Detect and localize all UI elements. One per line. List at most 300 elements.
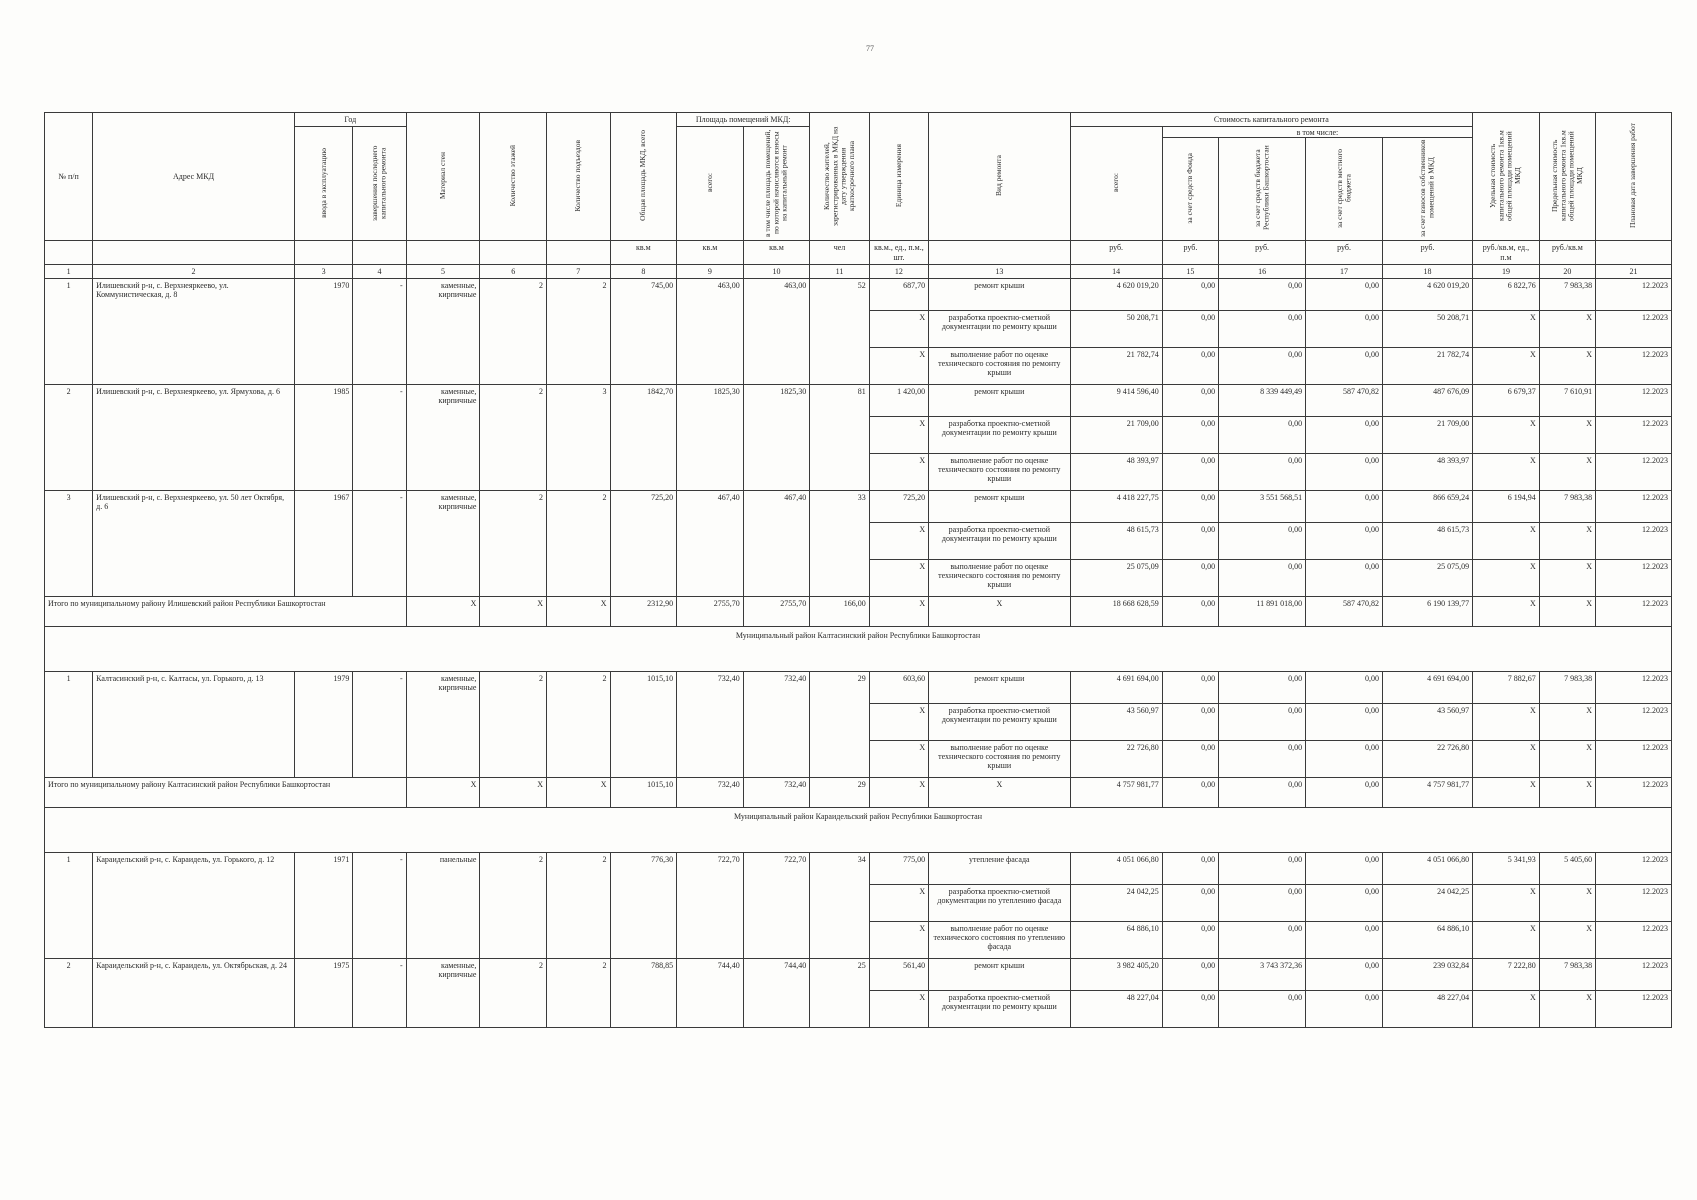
cell-rep: 0,00 xyxy=(1219,416,1306,453)
cell-total: 3 982 405,20 xyxy=(1070,958,1162,990)
cell-floors: 2 xyxy=(480,384,547,490)
cell-fund: 0,00 xyxy=(1162,852,1218,884)
cell-local: 587 470,82 xyxy=(1306,384,1383,416)
cell-fund: 0,00 xyxy=(1162,278,1218,310)
cell-last-repair: - xyxy=(353,958,406,1027)
cell-type: разработка проектно-сметной документации по ремонту крыши xyxy=(929,522,1070,559)
cell-address: Караидельский р-н, с. Караидель, ул. Октябрьская, д. 24 xyxy=(93,958,295,1027)
header-row-1 xyxy=(45,113,1672,127)
cell-qty: X xyxy=(869,559,928,596)
unit-cell: кв.м xyxy=(610,241,677,264)
cell-type: ремонт крыши xyxy=(929,278,1070,310)
cell-fund: 0,00 xyxy=(1162,384,1218,416)
cell-fund-area: 732,40 xyxy=(743,671,810,777)
cell-type: разработка проектно-сметной документации по ремонту крыши xyxy=(929,703,1070,740)
cell-spec: X xyxy=(1473,990,1540,1027)
cell-date: 12.2023 xyxy=(1596,958,1672,990)
cell-type: ремонт крыши xyxy=(929,490,1070,522)
cell-qty: X xyxy=(869,453,928,490)
cell-last-repair: - xyxy=(353,671,406,777)
cell-qty: X xyxy=(869,310,928,347)
column-number-cell: 6 xyxy=(480,264,547,278)
unit-cell xyxy=(353,241,406,264)
table-row xyxy=(45,384,1672,416)
col-year-repair-header: завершения последнего капитального ремонта xyxy=(353,127,406,241)
cell-total: 21 709,00 xyxy=(1070,416,1162,453)
column-number-cell: 21 xyxy=(1596,264,1672,278)
cell-fund: 0,00 xyxy=(1162,777,1218,807)
unit-cell xyxy=(93,241,295,264)
cell-max: X xyxy=(1539,522,1595,559)
cell-total: 4 757 981,77 xyxy=(1070,777,1162,807)
cell-num: 1 xyxy=(45,852,93,958)
cell-residents: 33 xyxy=(810,490,869,596)
cell-year: 1970 xyxy=(294,278,352,384)
cell-qty: 687,70 xyxy=(869,278,928,310)
cell-rep: 0,00 xyxy=(1219,278,1306,310)
cell-qty: X xyxy=(869,347,928,384)
unit-cell: руб. xyxy=(1382,241,1472,264)
column-number-cell: 8 xyxy=(610,264,677,278)
cell-address: Илишевский р-н, с. Верхнеяркеево, ул. 50 лет Октября, д. 6 xyxy=(93,490,295,596)
unit-cell xyxy=(45,241,93,264)
cell-type: выполнение работ по оценке технического состояния по ремонту крыши xyxy=(929,453,1070,490)
cell-spec: X xyxy=(1473,522,1540,559)
cell-floors: 2 xyxy=(480,958,547,1027)
capital-repair-table xyxy=(44,112,1672,1028)
cell-qty: X xyxy=(869,777,928,807)
cell-fund: 0,00 xyxy=(1162,921,1218,958)
cell-wall: каменные, кирпичные xyxy=(406,384,480,490)
cell-residents: 25 xyxy=(810,958,869,1027)
col-num-header: № п/п xyxy=(45,113,93,241)
column-number-cell: 9 xyxy=(677,264,744,278)
cell-wall: каменные, кирпичные xyxy=(406,671,480,777)
unit-cell: руб./кв.м xyxy=(1539,241,1595,264)
cell-local: 0,00 xyxy=(1306,278,1383,310)
cell-local: 0,00 xyxy=(1306,958,1383,990)
column-number-cell: 3 xyxy=(294,264,352,278)
cell-spec: 6 194,94 xyxy=(1473,490,1540,522)
cell-max: X xyxy=(1539,559,1595,596)
cell-type: выполнение работ по оценке технического состояния по ремонту крыши xyxy=(929,559,1070,596)
cell-qty: X xyxy=(869,740,928,777)
cell-qty: X xyxy=(869,990,928,1027)
cell-local: 0,00 xyxy=(1306,522,1383,559)
cell-local: 0,00 xyxy=(1306,416,1383,453)
cell-qty: 725,20 xyxy=(869,490,928,522)
cell-premises: 744,40 xyxy=(677,958,744,1027)
cell-num: 1 xyxy=(45,671,93,777)
column-number-cell: 12 xyxy=(869,264,928,278)
cell-fund: 0,00 xyxy=(1162,884,1218,921)
total-c6: X xyxy=(480,596,547,626)
unit-cell: кв.м., ед., п.м., шт. xyxy=(869,241,928,264)
cell-area: 776,30 xyxy=(610,852,677,958)
col-unit-header: Единица измерения xyxy=(869,113,928,241)
column-number-cell: 4 xyxy=(353,264,406,278)
cell-spec: 7 222,80 xyxy=(1473,958,1540,990)
cell-rep: 0,00 xyxy=(1219,884,1306,921)
cell-spec: 6 679,37 xyxy=(1473,384,1540,416)
table-row xyxy=(45,958,1672,990)
cell-premises: 732,40 xyxy=(677,671,744,777)
cell-fund: 0,00 xyxy=(1162,416,1218,453)
cell-max: X xyxy=(1539,777,1595,807)
cell-fund: 0,00 xyxy=(1162,347,1218,384)
cell-owners: 43 560,97 xyxy=(1382,703,1472,740)
unit-cell xyxy=(547,241,611,264)
col-cost-group-header: Стоимость капитального ремонта xyxy=(1070,113,1473,127)
cell-spec: X xyxy=(1473,559,1540,596)
cell-owners: 48 615,73 xyxy=(1382,522,1472,559)
section-row xyxy=(45,626,1672,671)
cell-spec: X xyxy=(1473,310,1540,347)
cell-type: разработка проектно-сметной документации по ремонту крыши xyxy=(929,990,1070,1027)
cell-max: 7 983,38 xyxy=(1539,490,1595,522)
cell-area: 1015,10 xyxy=(610,671,677,777)
cell-fund-area: 467,40 xyxy=(743,490,810,596)
cell-date: 12.2023 xyxy=(1596,559,1672,596)
cell-floors: 2 xyxy=(480,490,547,596)
cell-fund-area: 1825,30 xyxy=(743,384,810,490)
cell-fund-area: 722,70 xyxy=(743,852,810,958)
cell-qty: X xyxy=(869,416,928,453)
cell-date: 12.2023 xyxy=(1596,347,1672,384)
cell-date: 12.2023 xyxy=(1596,740,1672,777)
col-cost-fund-header: за счет средств Фонда xyxy=(1162,138,1218,241)
cell-last-repair: - xyxy=(353,384,406,490)
total-fund-area: 732,40 xyxy=(743,777,810,807)
cell-local: 0,00 xyxy=(1306,852,1383,884)
column-number-cell: 10 xyxy=(743,264,810,278)
cell-fund: 0,00 xyxy=(1162,522,1218,559)
cell-total: 4 691 694,00 xyxy=(1070,671,1162,703)
col-address-header: Адрес МКД xyxy=(93,113,295,241)
cell-local: 0,00 xyxy=(1306,559,1383,596)
cell-type: ремонт крыши xyxy=(929,384,1070,416)
cell-total: 43 560,97 xyxy=(1070,703,1162,740)
unit-cell: руб. xyxy=(1070,241,1162,264)
total-area: 1015,10 xyxy=(610,777,677,807)
cell-entrances: 2 xyxy=(547,671,611,777)
col-total-area-header: Общая площадь МКД, всего xyxy=(610,113,677,241)
cell-rep: 0,00 xyxy=(1219,703,1306,740)
cell-date: 12.2023 xyxy=(1596,490,1672,522)
cell-fund: 0,00 xyxy=(1162,490,1218,522)
cell-spec: 5 341,93 xyxy=(1473,852,1540,884)
cell-qty: X xyxy=(869,522,928,559)
cell-max: 5 405,60 xyxy=(1539,852,1595,884)
cell-owners: 239 032,84 xyxy=(1382,958,1472,990)
cell-local: 0,00 xyxy=(1306,310,1383,347)
cell-local: 0,00 xyxy=(1306,347,1383,384)
column-number-cell: 1 xyxy=(45,264,93,278)
total-residents: 166,00 xyxy=(810,596,869,626)
cell-rep: 0,00 xyxy=(1219,990,1306,1027)
cell-fund: 0,00 xyxy=(1162,559,1218,596)
cell-rep: 0,00 xyxy=(1219,310,1306,347)
cell-floors: 2 xyxy=(480,852,547,958)
cell-total: 18 668 628,59 xyxy=(1070,596,1162,626)
cell-type: разработка проектно-сметной документации по утеплению фасада xyxy=(929,884,1070,921)
unit-cell: руб. xyxy=(1306,241,1383,264)
cell-wall: каменные, кирпичные xyxy=(406,490,480,596)
cell-owners: 50 208,71 xyxy=(1382,310,1472,347)
cell-date: 12.2023 xyxy=(1596,596,1672,626)
cell-owners: 24 042,25 xyxy=(1382,884,1472,921)
cell-address: Илишевский р-н, с. Верхнеяркеево, ул. Коммунистическая, д. 8 xyxy=(93,278,295,384)
total-label: Итого по муниципальному району Калтасинский район Республики Башкортостан xyxy=(45,777,407,807)
cell-qty: 561,40 xyxy=(869,958,928,990)
col-floors-header: Количество этажей xyxy=(480,113,547,241)
cell-max: X xyxy=(1539,740,1595,777)
cell-area: 725,20 xyxy=(610,490,677,596)
cell-total: 4 051 066,80 xyxy=(1070,852,1162,884)
cell-total: 50 208,71 xyxy=(1070,310,1162,347)
cell-entrances: 3 xyxy=(547,384,611,490)
cell-fund: 0,00 xyxy=(1162,310,1218,347)
cell-owners: 4 620 019,20 xyxy=(1382,278,1472,310)
cell-rep: 0,00 xyxy=(1219,921,1306,958)
col-cost-republic-header: за счет средств бюджета Республики Башкортостан xyxy=(1219,138,1306,241)
cell-total: 48 393,97 xyxy=(1070,453,1162,490)
cell-rep: 0,00 xyxy=(1219,852,1306,884)
cell-date: 12.2023 xyxy=(1596,416,1672,453)
unit-cell xyxy=(294,241,352,264)
cell-residents: 34 xyxy=(810,852,869,958)
col-premises-fund-header: в том числе площадь помещений, по которой начисляются взносы на капитальный ремонт xyxy=(743,127,810,241)
unit-cell xyxy=(1596,241,1672,264)
column-number-cell: 2 xyxy=(93,264,295,278)
cell-max: X xyxy=(1539,884,1595,921)
cell-local: 0,00 xyxy=(1306,777,1383,807)
table-row xyxy=(45,278,1672,310)
cell-max: 7 983,38 xyxy=(1539,671,1595,703)
cell-date: 12.2023 xyxy=(1596,990,1672,1027)
cell-type: утепление фасада xyxy=(929,852,1070,884)
cell-local: 0,00 xyxy=(1306,671,1383,703)
cell-type: ремонт крыши xyxy=(929,958,1070,990)
table-row xyxy=(45,490,1672,522)
cell-max: X xyxy=(1539,347,1595,384)
cell-owners: 4 691 694,00 xyxy=(1382,671,1472,703)
cell-owners: 21 782,74 xyxy=(1382,347,1472,384)
cell-qty: X xyxy=(869,596,928,626)
total-c5: X xyxy=(406,596,480,626)
cell-date: 12.2023 xyxy=(1596,777,1672,807)
cell-owners: 64 886,10 xyxy=(1382,921,1472,958)
cell-fund: 0,00 xyxy=(1162,958,1218,990)
col-premises-total-header: всего: xyxy=(677,127,744,241)
cell-spec: X xyxy=(1473,347,1540,384)
cell-type: X xyxy=(929,777,1070,807)
cell-entrances: 2 xyxy=(547,852,611,958)
section-row xyxy=(45,807,1672,852)
column-number-cell: 20 xyxy=(1539,264,1595,278)
cell-max: X xyxy=(1539,453,1595,490)
cell-fund: 0,00 xyxy=(1162,990,1218,1027)
col-cost-local-header: за счет средств местного бюджета xyxy=(1306,138,1383,241)
total-premises: 2755,70 xyxy=(677,596,744,626)
cell-rep: 0,00 xyxy=(1219,559,1306,596)
cell-total: 24 042,25 xyxy=(1070,884,1162,921)
cell-owners: 4 051 066,80 xyxy=(1382,852,1472,884)
cell-spec: X xyxy=(1473,740,1540,777)
column-number-cell: 14 xyxy=(1070,264,1162,278)
cell-local: 0,00 xyxy=(1306,884,1383,921)
cell-year: 1979 xyxy=(294,671,352,777)
cell-owners: 6 190 139,77 xyxy=(1382,596,1472,626)
unit-cell xyxy=(480,241,547,264)
cell-premises: 1825,30 xyxy=(677,384,744,490)
cell-address: Илишевский р-н, с. Верхнеяркеево, ул. Ярмухова, д. 6 xyxy=(93,384,295,490)
cell-total: 4 620 019,20 xyxy=(1070,278,1162,310)
cell-fund-area: 463,00 xyxy=(743,278,810,384)
cell-total: 21 782,74 xyxy=(1070,347,1162,384)
cell-date: 12.2023 xyxy=(1596,453,1672,490)
cell-area: 745,00 xyxy=(610,278,677,384)
cell-qty: 1 420,00 xyxy=(869,384,928,416)
total-label: Итого по муниципальному району Илишевский район Республики Башкортостан xyxy=(45,596,407,626)
cell-floors: 2 xyxy=(480,278,547,384)
total-c5: X xyxy=(406,777,480,807)
cell-wall: каменные, кирпичные xyxy=(406,958,480,1027)
cell-rep: 0,00 xyxy=(1219,522,1306,559)
section-title: Муниципальный район Караидельский район Республики Башкортостан xyxy=(45,807,1672,852)
cell-total: 48 615,73 xyxy=(1070,522,1162,559)
cell-type: выполнение работ по оценке технического состояния по ремонту крыши xyxy=(929,740,1070,777)
col-premises-group-header: Площадь помещений МКД: xyxy=(677,113,810,127)
unit-cell xyxy=(929,241,1070,264)
col-year-commission-header: ввода в эксплуатацию xyxy=(294,127,352,241)
cell-rep: 0,00 xyxy=(1219,453,1306,490)
cell-qty: X xyxy=(869,884,928,921)
cell-total: 4 418 227,75 xyxy=(1070,490,1162,522)
unit-cell xyxy=(406,241,480,264)
cell-total: 9 414 596,40 xyxy=(1070,384,1162,416)
cell-date: 12.2023 xyxy=(1596,703,1672,740)
cell-num: 3 xyxy=(45,490,93,596)
cell-total: 48 227,04 xyxy=(1070,990,1162,1027)
unit-cell: чел xyxy=(810,241,869,264)
cell-floors: 2 xyxy=(480,671,547,777)
cell-date: 12.2023 xyxy=(1596,884,1672,921)
cell-spec: X xyxy=(1473,703,1540,740)
total-area: 2312,90 xyxy=(610,596,677,626)
cell-local: 0,00 xyxy=(1306,453,1383,490)
cell-year: 1975 xyxy=(294,958,352,1027)
column-number-cell: 19 xyxy=(1473,264,1540,278)
cell-rep: 3 743 372,36 xyxy=(1219,958,1306,990)
cell-area: 788,85 xyxy=(610,958,677,1027)
cell-local: 0,00 xyxy=(1306,740,1383,777)
cell-owners: 487 676,09 xyxy=(1382,384,1472,416)
cell-rep: 0,00 xyxy=(1219,740,1306,777)
cell-owners: 22 726,80 xyxy=(1382,740,1472,777)
column-number-cell: 15 xyxy=(1162,264,1218,278)
column-number-cell: 7 xyxy=(547,264,611,278)
cell-spec: X xyxy=(1473,416,1540,453)
cell-spec: 7 882,67 xyxy=(1473,671,1540,703)
cell-max: X xyxy=(1539,703,1595,740)
cell-rep: 11 891 018,00 xyxy=(1219,596,1306,626)
column-number-cell: 13 xyxy=(929,264,1070,278)
col-max-cost-header: Предельная стоимость капитального ремонта 1кв.м общей площади помещений МКД xyxy=(1539,113,1595,241)
cell-max: X xyxy=(1539,310,1595,347)
cell-premises: 467,40 xyxy=(677,490,744,596)
cell-max: X xyxy=(1539,990,1595,1027)
unit-cell: руб. xyxy=(1162,241,1218,264)
col-including-header: в том числе: xyxy=(1162,127,1472,138)
cell-type: разработка проектно-сметной документации по ремонту крыши xyxy=(929,416,1070,453)
cell-wall: каменные, кирпичные xyxy=(406,278,480,384)
cell-date: 12.2023 xyxy=(1596,384,1672,416)
column-number-cell: 18 xyxy=(1382,264,1472,278)
cell-owners: 48 393,97 xyxy=(1382,453,1472,490)
col-date-header: Плановая дата завершения работ xyxy=(1596,113,1672,241)
total-row xyxy=(45,777,1672,807)
cell-local: 0,00 xyxy=(1306,490,1383,522)
cell-year: 1967 xyxy=(294,490,352,596)
cell-qty: X xyxy=(869,703,928,740)
cell-fund: 0,00 xyxy=(1162,703,1218,740)
cell-address: Калтасинский р-н, с. Калтасы, ул. Горького, д. 13 xyxy=(93,671,295,777)
col-residents-header: Количество жителей, зарегистрированных в МКД на дату утверждения краткосрочного плана xyxy=(810,113,869,241)
cell-entrances: 2 xyxy=(547,958,611,1027)
cell-local: 0,00 xyxy=(1306,990,1383,1027)
cell-entrances: 2 xyxy=(547,490,611,596)
cell-rep: 0,00 xyxy=(1219,671,1306,703)
cell-owners: 21 709,00 xyxy=(1382,416,1472,453)
unit-cell: руб./кв.м, ед., п.м xyxy=(1473,241,1540,264)
cell-rep: 0,00 xyxy=(1219,777,1306,807)
cell-premises: 722,70 xyxy=(677,852,744,958)
total-c7: X xyxy=(547,777,611,807)
page-number: 77 xyxy=(866,44,874,53)
cell-type: разработка проектно-сметной документации по ремонту крыши xyxy=(929,310,1070,347)
cell-spec: X xyxy=(1473,453,1540,490)
cell-num: 1 xyxy=(45,278,93,384)
col-wall-header: Материал стен xyxy=(406,113,480,241)
cell-date: 12.2023 xyxy=(1596,278,1672,310)
cell-date: 12.2023 xyxy=(1596,671,1672,703)
cell-type: ремонт крыши xyxy=(929,671,1070,703)
cell-premises: 463,00 xyxy=(677,278,744,384)
cell-fund-area: 744,40 xyxy=(743,958,810,1027)
cell-owners: 25 075,09 xyxy=(1382,559,1472,596)
cell-year: 1985 xyxy=(294,384,352,490)
cell-spec: 6 822,76 xyxy=(1473,278,1540,310)
cell-owners: 866 659,24 xyxy=(1382,490,1472,522)
cell-spec: X xyxy=(1473,884,1540,921)
cell-rep: 8 339 449,49 xyxy=(1219,384,1306,416)
section-title: Муниципальный район Калтасинский район Республики Башкортостан xyxy=(45,626,1672,671)
cell-total: 22 726,80 xyxy=(1070,740,1162,777)
column-number-cell: 16 xyxy=(1219,264,1306,278)
cell-year: 1971 xyxy=(294,852,352,958)
cell-max: 7 610,91 xyxy=(1539,384,1595,416)
cell-type: X xyxy=(929,596,1070,626)
col-work-type-header: Вид ремонта xyxy=(929,113,1070,241)
cell-total: 64 886,10 xyxy=(1070,921,1162,958)
column-number-row xyxy=(45,264,1672,278)
col-cost-owners-header: за счет взносов собственников помещений в МКД xyxy=(1382,138,1472,241)
cell-date: 12.2023 xyxy=(1596,310,1672,347)
cell-fund: 0,00 xyxy=(1162,740,1218,777)
cell-qty: 603,60 xyxy=(869,671,928,703)
cell-qty: 775,00 xyxy=(869,852,928,884)
